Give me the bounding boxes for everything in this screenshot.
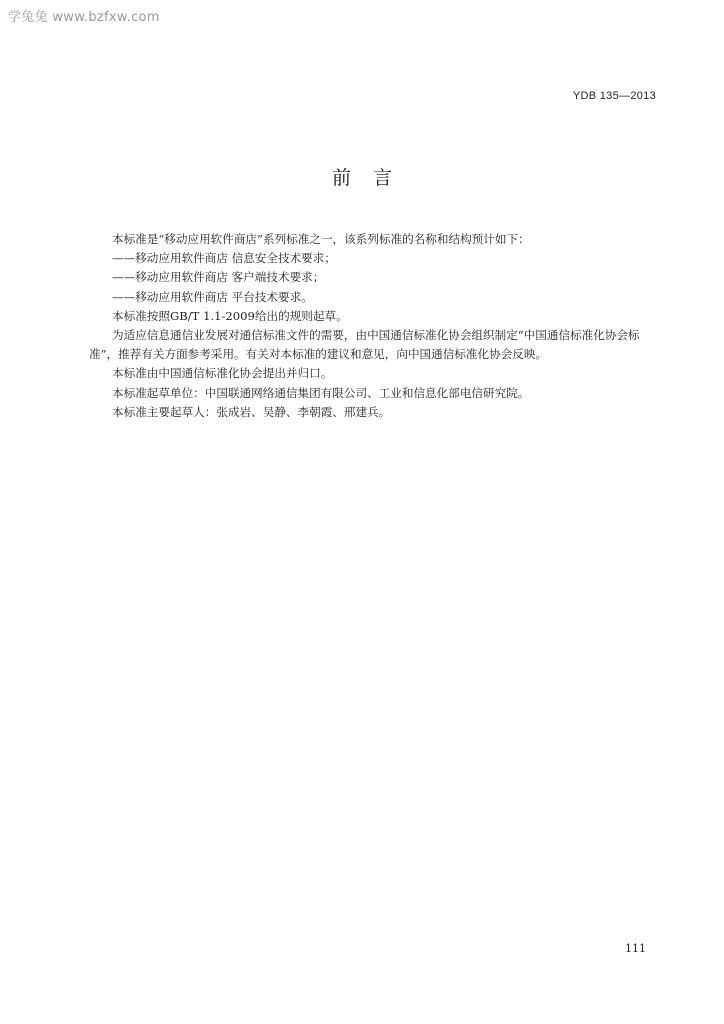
paragraph-drafting-rules: 本标准按照GB/T 1.1-2009给出的规则起草。 [112, 308, 348, 323]
foreword-body [89, 230, 661, 422]
paragraph-drafting-units: 本标准起草单位：中国联通网络通信集团有限公司、工业和信息化部电信研究院。 [112, 385, 530, 400]
list-item-platform: ——移动应用软件商店 平台技术要求。 [112, 289, 313, 304]
list-item-security: ——移动应用软件商店 信息安全技术要求； [112, 251, 336, 266]
paragraph-series-intro: 本标准是“移动应用软件商店”系列标准之一，该系列标准的名称和结构预计如下： [112, 232, 530, 246]
list-item-client: ——移动应用软件商店 客户端技术要求； [112, 270, 325, 285]
paragraph-drafters: 本标准主要起草人：张成岩、吴静、李朝霞、邢建兵。 [112, 404, 391, 419]
paragraph-proposer: 本标准由中国通信标准化协会提出并归口。 [112, 366, 333, 381]
page-number: 111 [625, 942, 646, 955]
page-title: 前言 [331, 167, 414, 189]
standard-code: YDB 135—2013 [572, 90, 656, 102]
watermark: 学兔兔 www.bzfxw.com [8, 10, 160, 25]
paragraph-purpose: 为适应信息通信业发展对通信标准文件的需要，由中国通信标准化协会组织制定“中国通信标准化协会标准”，推荐有关方面参考采用。有关对本标准的建议和意见，向中国通信标准化协会反映。 [89, 328, 640, 362]
